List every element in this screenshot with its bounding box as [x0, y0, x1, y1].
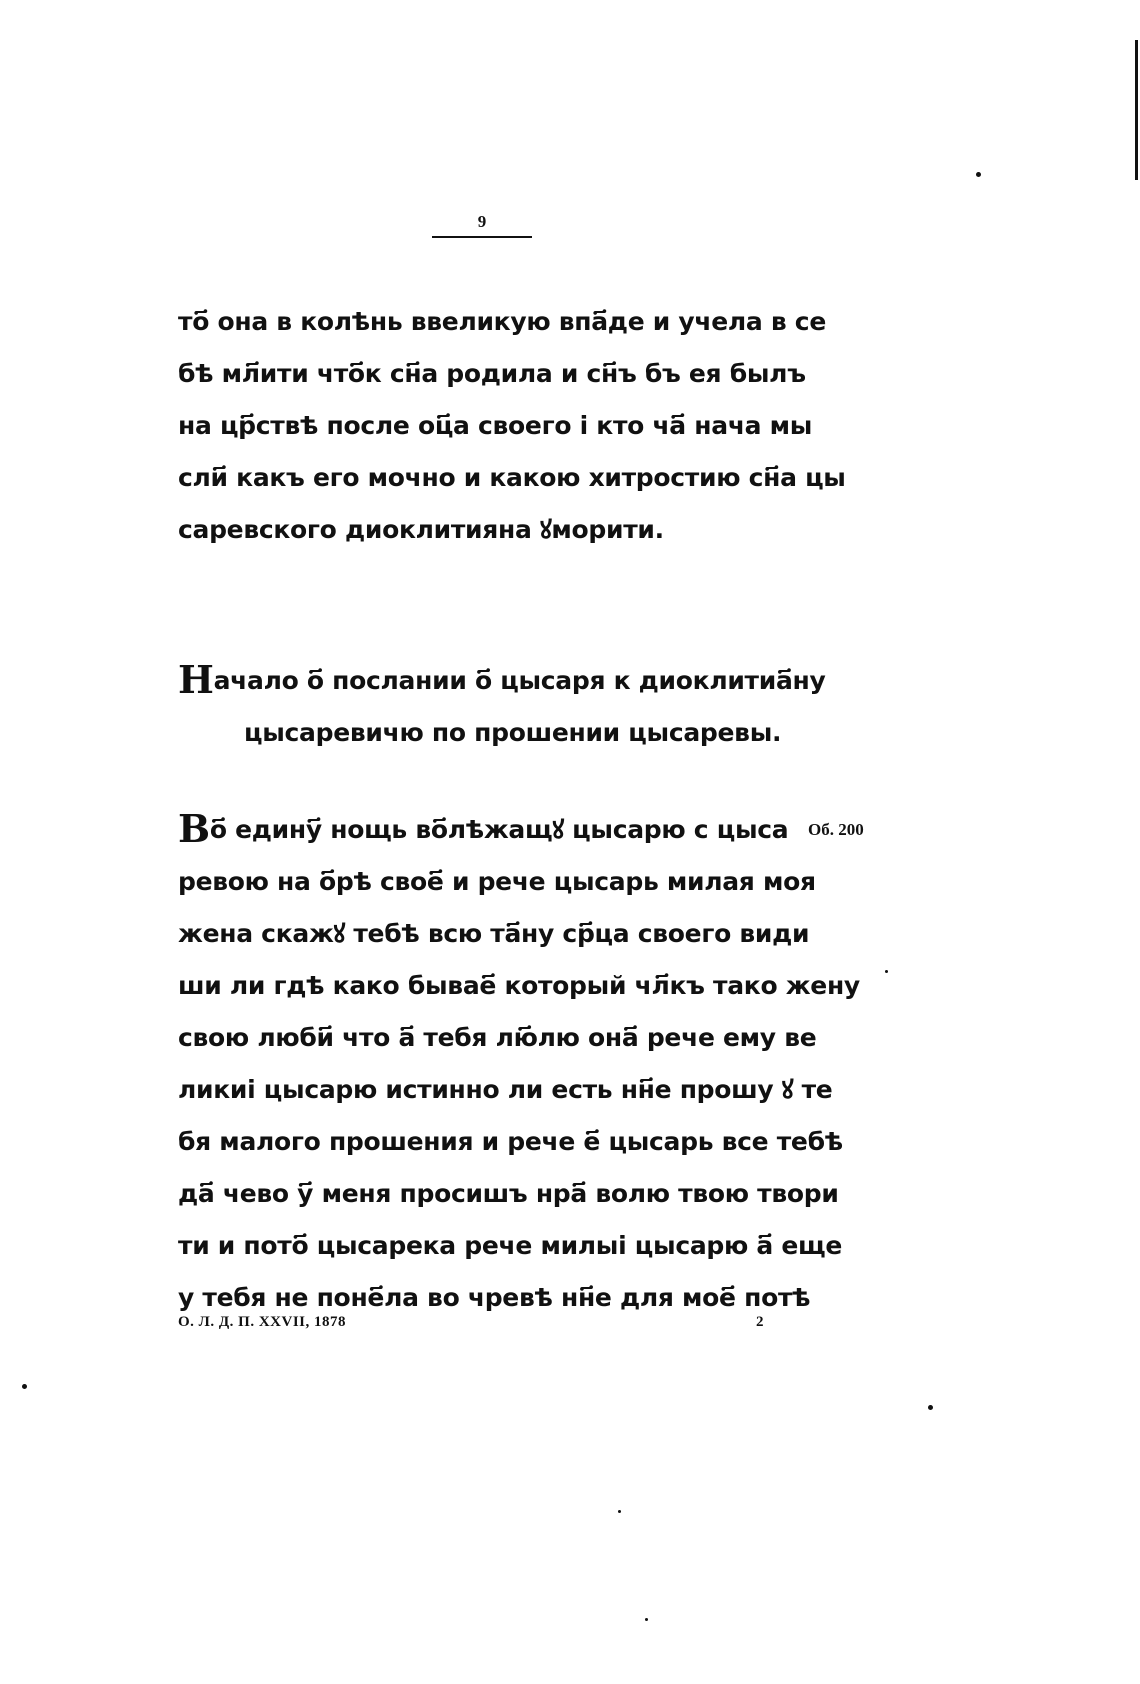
paragraph-drop-initial: В [178, 806, 210, 851]
paragraph-1-line: на цр҃ствѣ после оц҃а своего і кто ча҃ нача мы [178, 411, 813, 440]
paragraph-1-line: сли҃ какъ его мочно и какою хитростию сн҃а цы [178, 463, 846, 492]
scan-speck [928, 1405, 933, 1410]
paragraph-1-line: бѣ мл҃ити что҃к сн҃а родила и сн҃ъ бъ ея былъ [178, 359, 806, 388]
paragraph-1-line: саревского диоклитияна ꙋморити. [178, 515, 664, 544]
footer-signature: О. Л. Д. П. XXVII, 1878 [178, 1314, 347, 1330]
scan-edge-mark [1135, 40, 1138, 180]
paragraph-2-line: ти и пото҃ цысарека рече милыі цысарю а҃ еще [178, 1231, 843, 1260]
scan-speck [885, 970, 888, 973]
footer-sheet-number: 2 [756, 1314, 764, 1330]
paragraph-2-line: жена скажꙋ тебѣ всю та҃ну ср҃ца своего види [178, 919, 810, 948]
paragraph-2-line-1 [178, 804, 800, 856]
paragraph-2-line: бя малого прошения и рече е҃ цысарь все тебѣ [178, 1127, 843, 1156]
paragraph-2-line: ликиі цысарю истинно ли есть нн҃е прошу ꙋ те [178, 1075, 833, 1104]
paragraph-2-line: у тебя не поне҃ла во чревѣ нн҃е для мое҃ потѣ [178, 1283, 811, 1312]
paragraph-2-line: ши ли гдѣ како бывае҃ который чл҃къ тако жену [178, 971, 860, 1000]
paragraph-2-line-1-text: о҃ едину҃ нощь во҃лѣжащꙋ цысарю с цыса [209, 815, 789, 844]
page-number: 9 [477, 212, 487, 231]
page-number-underline [432, 236, 532, 238]
margin-folio-note: Об. 200 [808, 820, 864, 839]
paragraph-2-line: свою люби҃ что а҃ тебя лю҃лю она҃ рече ему ве [178, 1023, 817, 1052]
paragraph-1-line: то҃ она в колѣнь ввеликую впа҃де и учела в се [178, 307, 826, 336]
paragraph-2-line: ревою на о҃рѣ свое҃ и рече цысарь милая моя [178, 867, 816, 896]
chapter-heading [178, 655, 826, 759]
paragraph-1 [178, 296, 846, 556]
scan-speck [22, 1384, 27, 1389]
heading-drop-initial: Н [178, 657, 214, 702]
scan-speck [618, 1510, 621, 1513]
scan-speck [976, 172, 981, 177]
heading-line-1 [178, 655, 826, 707]
heading-line-1-text: ачало о҃ послании о҃ цысаря к диоклитиа҃ну [213, 666, 826, 695]
heading-line-2: цысаревичю по прошении цысаревы. [244, 718, 782, 747]
paragraph-2-line: да҃ чево у҃ меня просишъ нра҃ волю твою твори [178, 1179, 839, 1208]
scan-speck [645, 1618, 648, 1621]
